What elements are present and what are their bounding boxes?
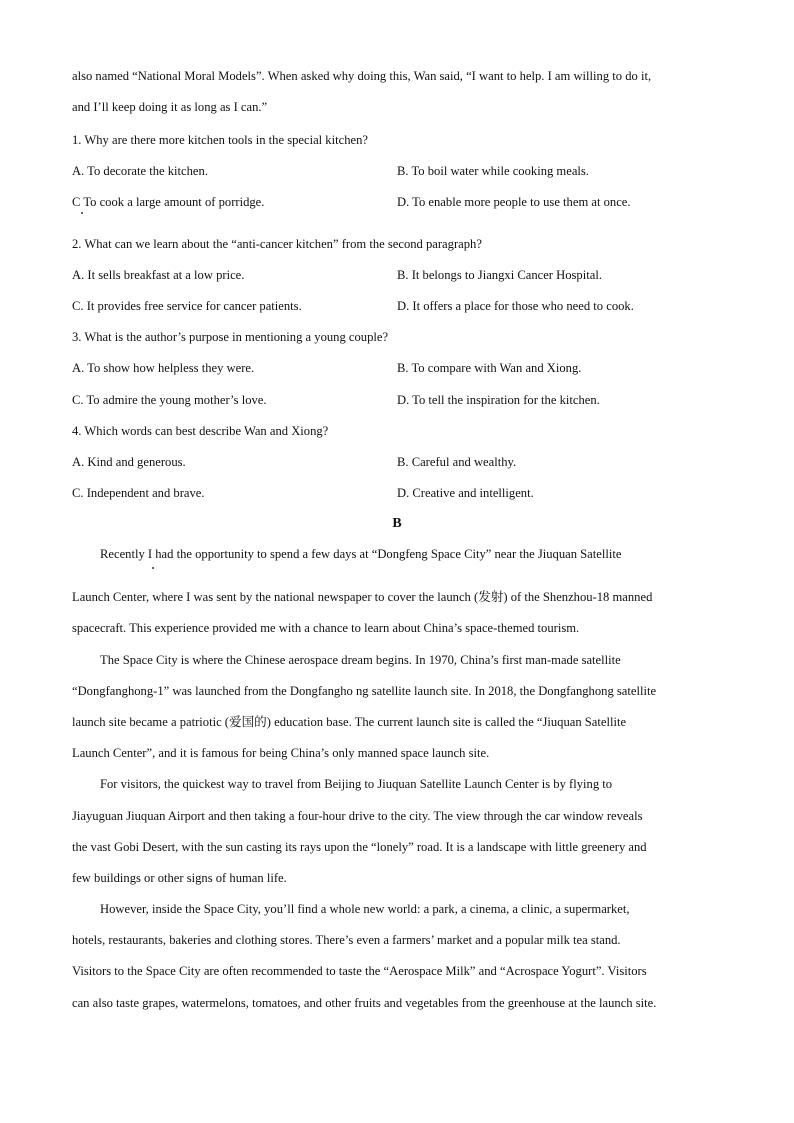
intro-line-1: also named “National Moral Models”. When asked why doing this, Wan said, “I want to help. I am willing to do it, bbox=[72, 69, 652, 83]
question-1-option-b: B. To boil water while cooking meals. bbox=[397, 164, 589, 178]
question-1-option-c: C To cook a large amount of porridge. bbox=[72, 195, 265, 209]
paragraph-2-line-4: Launch Center”, and it is famous for being China’s only manned space launch site. bbox=[72, 746, 490, 760]
intro-line-2: and I’ll keep doing it as long as I can.” bbox=[72, 100, 268, 114]
question-2-option-b: B. It belongs to Jiangxi Cancer Hospital. bbox=[397, 268, 602, 282]
question-2-stem: 2. What can we learn about the “anti-cancer kitchen” from the second paragraph? bbox=[72, 237, 482, 251]
question-4-option-d: D. Creative and intelligent. bbox=[397, 486, 534, 500]
section-b-title: B bbox=[392, 516, 402, 531]
question-3-option-b: B. To compare with Wan and Xiong. bbox=[397, 361, 582, 375]
paragraph-3-line-3: the vast Gobi Desert, with the sun casting its rays upon the “lonely” road. It is a landscape with little greenery and bbox=[72, 840, 647, 854]
question-1-stem: 1. Why are there more kitchen tools in the special kitchen? bbox=[72, 133, 368, 147]
question-4-stem: 4. Which words can best describe Wan and Xiong? bbox=[72, 424, 329, 438]
question-2-option-c: C. It provides free service for cancer patients. bbox=[72, 299, 302, 313]
question-3-option-d: D. To tell the inspiration for the kitchen. bbox=[397, 393, 600, 407]
question-4-option-a: A. Kind and generous. bbox=[72, 455, 186, 469]
question-3-option-a: A. To show how helpless they were. bbox=[72, 361, 255, 375]
paragraph-2-line-1: The Space City is where the Chinese aerospace dream begins. In 1970, China’s first man-made satellite bbox=[100, 653, 621, 667]
question-3-stem: 3. What is the author’s purpose in mentioning a young couple? bbox=[72, 330, 389, 344]
paragraph-1-line-2: Launch Center, where I was sent by the national newspaper to cover the launch (发射) of the Shenzhou-18 manned bbox=[72, 590, 653, 604]
paragraph-4-line-2: hotels, restaurants, bakeries and clothing stores. There’s even a farmers’ market and a popular milk tea stand. bbox=[72, 933, 621, 947]
stray-dot-mark bbox=[81, 212, 83, 214]
paragraph-2-line-2: “Dongfanghong-1” was launched from the Dongfangho ng satellite launch site. In 2018, the Dongfanghong satellite bbox=[72, 684, 657, 698]
paragraph-3-line-1: For visitors, the quickest way to travel from Beijing to Jiuquan Satellite Launch Center is by flying to bbox=[100, 777, 613, 791]
paragraph-4-line-4: can also taste grapes, watermelons, tomatoes, and other fruits and vegetables from the greenhouse at the launch site. bbox=[72, 996, 657, 1010]
paragraph-1-line-3: spacecraft. This experience provided me with a chance to learn about China’s space-themed tourism. bbox=[72, 621, 580, 635]
question-3-option-c: C. To admire the young mother’s love. bbox=[72, 393, 267, 407]
question-1-option-a: A. To decorate the kitchen. bbox=[72, 164, 208, 178]
paragraph-1-line-1: Recently I had the opportunity to spend a few days at “Dongfeng Space City” near the Jiuquan Satellite bbox=[100, 547, 622, 561]
paragraph-3-line-2: Jiayuguan Jiuquan Airport and then taking a four-hour drive to the city. The view through the car window reveals bbox=[72, 809, 643, 823]
paragraph-3-line-4: few buildings or other signs of human life. bbox=[72, 871, 287, 885]
question-4-option-b: B. Careful and wealthy. bbox=[397, 455, 517, 469]
paragraph-4-line-1: However, inside the Space City, you’ll find a whole new world: a park, a cinema, a clinic, a supermarket, bbox=[100, 902, 630, 916]
question-2-option-a: A. It sells breakfast at a low price. bbox=[72, 268, 245, 282]
question-2-option-d: D. It offers a place for those who need to cook. bbox=[397, 299, 634, 313]
stray-dot-mark bbox=[152, 567, 154, 569]
paragraph-2-line-3: launch site became a patriotic (爱国的) education base. The current launch site is called the “Jiuquan Satellite bbox=[72, 715, 627, 729]
question-1-option-d: D. To enable more people to use them at once. bbox=[397, 195, 631, 209]
question-4-option-c: C. Independent and brave. bbox=[72, 486, 205, 500]
paragraph-4-line-3: Visitors to the Space City are often recommended to taste the “Aerospace Milk” and “Acrospace Yogurt”. Visitors bbox=[72, 964, 647, 978]
